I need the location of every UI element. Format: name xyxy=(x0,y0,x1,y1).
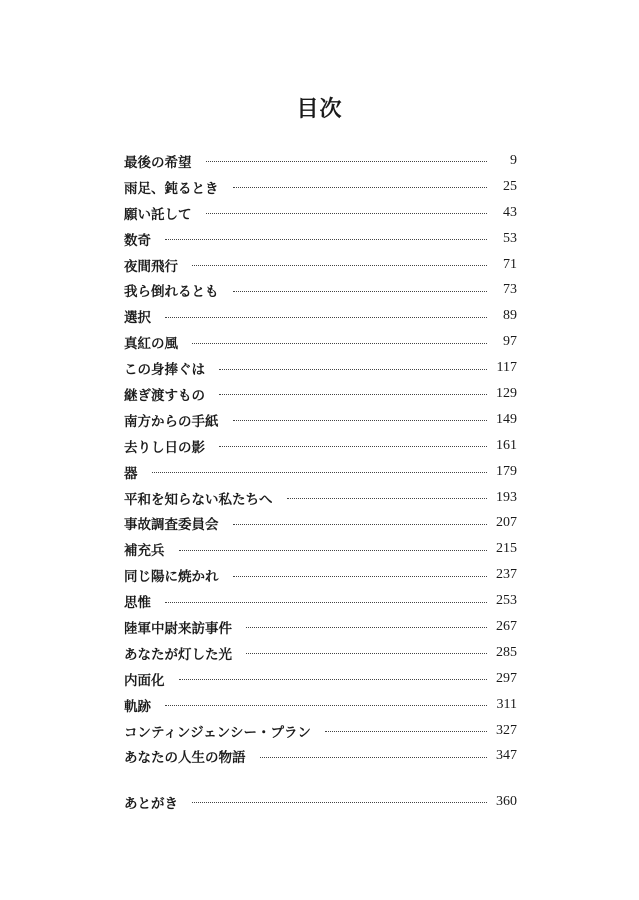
entry-title: 願い託して xyxy=(124,206,192,223)
entry-page: 25 xyxy=(503,178,517,194)
leader-dots xyxy=(192,802,487,803)
toc-entry[interactable] xyxy=(124,407,517,433)
entry-page: 53 xyxy=(503,230,517,246)
entry-page: 285 xyxy=(496,644,517,660)
entry-title: あなたが灯した光 xyxy=(124,646,232,663)
entry-title: 夜間飛行 xyxy=(124,258,178,275)
entry-page: 327 xyxy=(496,722,517,738)
entry-title: 最後の希望 xyxy=(124,154,192,171)
leader-dots xyxy=(165,239,487,240)
leader-dots xyxy=(165,602,487,603)
leader-dots xyxy=(206,213,488,214)
toc-entry[interactable] xyxy=(124,588,517,614)
toc-entry[interactable] xyxy=(124,485,517,511)
toc-entry[interactable] xyxy=(124,459,517,485)
leader-dots xyxy=(233,576,488,577)
leader-dots xyxy=(219,369,487,370)
entry-title: 真紅の風 xyxy=(124,336,178,353)
toc-entry[interactable] xyxy=(124,536,517,562)
entry-title: 同じ陽に焼かれ xyxy=(124,569,219,586)
entry-page: 253 xyxy=(496,593,517,609)
entry-title: 補充兵 xyxy=(124,543,165,560)
entry-page: 43 xyxy=(503,204,517,220)
entry-page: 97 xyxy=(503,334,517,350)
leader-dots xyxy=(192,343,487,344)
toc-entry[interactable] xyxy=(124,692,517,718)
toc-list xyxy=(124,148,517,769)
entry-title: 選択 xyxy=(124,310,151,327)
entry-title: あとがき xyxy=(124,795,178,812)
leader-dots xyxy=(165,317,487,318)
leader-dots xyxy=(152,472,488,473)
toc-entry[interactable] xyxy=(124,510,517,536)
leader-dots xyxy=(219,394,487,395)
toc-entry[interactable] xyxy=(124,614,517,640)
entry-page: 117 xyxy=(496,360,517,376)
entry-page: 149 xyxy=(496,411,517,427)
toc-entry[interactable] xyxy=(124,666,517,692)
entry-page: 237 xyxy=(496,567,517,583)
entry-title: 継ぎ渡すもの xyxy=(124,387,205,404)
leader-dots xyxy=(287,498,488,499)
toc-entry[interactable] xyxy=(124,226,517,252)
entry-title: この身捧ぐは xyxy=(124,362,205,379)
entry-page: 347 xyxy=(496,748,517,764)
leader-dots xyxy=(246,653,487,654)
entry-page: 161 xyxy=(496,437,517,453)
entry-title: コンティンジェンシー・プラン xyxy=(124,724,311,741)
leader-dots xyxy=(233,187,488,188)
entry-title: 思惟 xyxy=(124,595,151,612)
leader-dots xyxy=(179,550,488,551)
entry-title: あなたの人生の物語 xyxy=(124,750,246,767)
leader-dots xyxy=(165,705,487,706)
leader-dots xyxy=(233,420,488,421)
entry-page: 207 xyxy=(496,515,517,531)
entry-page: 9 xyxy=(510,152,517,168)
entry-title: 器 xyxy=(124,465,138,482)
toc-entry[interactable] xyxy=(124,277,517,303)
toc-entry[interactable] xyxy=(124,562,517,588)
entry-title: 陸軍中尉来訪事件 xyxy=(124,620,232,637)
toc-entry[interactable] xyxy=(124,433,517,459)
entry-page: 311 xyxy=(496,696,517,712)
entry-page: 129 xyxy=(496,385,517,401)
toc-entry[interactable] xyxy=(124,174,517,200)
entry-page: 193 xyxy=(496,489,517,505)
entry-title: 平和を知らない私たちへ xyxy=(124,491,273,508)
toc-entry[interactable] xyxy=(124,718,517,744)
entry-title: 南方からの手紙 xyxy=(124,413,219,430)
leader-dots xyxy=(325,731,487,732)
entry-page: 71 xyxy=(503,256,517,272)
toc-entry[interactable] xyxy=(124,200,517,226)
leader-dots xyxy=(233,291,488,292)
entry-page: 215 xyxy=(496,541,517,557)
leader-dots xyxy=(206,161,488,162)
entry-title: 去りし日の影 xyxy=(124,439,205,456)
toc-entry[interactable] xyxy=(124,329,517,355)
toc-entry[interactable] xyxy=(124,743,517,769)
toc-entry[interactable] xyxy=(124,640,517,666)
entry-page: 360 xyxy=(496,793,517,809)
leader-dots xyxy=(246,627,487,628)
leader-dots xyxy=(233,524,488,525)
entry-page: 89 xyxy=(503,308,517,324)
entry-title: 雨足、鈍るとき xyxy=(124,180,219,197)
afterword-section xyxy=(124,789,517,815)
entry-title: 我ら倒れるとも xyxy=(124,284,219,301)
toc-entry[interactable] xyxy=(124,148,517,174)
entry-page: 73 xyxy=(503,282,517,298)
entry-title: 内面化 xyxy=(124,672,165,689)
leader-dots xyxy=(192,265,487,266)
entry-page: 267 xyxy=(496,618,517,634)
entry-page: 297 xyxy=(496,670,517,686)
entry-title: 軌跡 xyxy=(124,698,151,715)
entry-title: 数奇 xyxy=(124,232,151,249)
entry-page: 179 xyxy=(496,463,517,479)
toc-entry[interactable] xyxy=(124,355,517,381)
toc-entry[interactable] xyxy=(124,252,517,278)
entry-title: 事故調査委員会 xyxy=(124,517,219,534)
toc-entry-afterword[interactable] xyxy=(124,789,517,815)
toc-entry[interactable] xyxy=(124,303,517,329)
leader-dots xyxy=(219,446,487,447)
leader-dots xyxy=(179,679,488,680)
page-title: 目次 xyxy=(296,96,343,122)
toc-entry[interactable] xyxy=(124,381,517,407)
leader-dots xyxy=(260,757,488,758)
